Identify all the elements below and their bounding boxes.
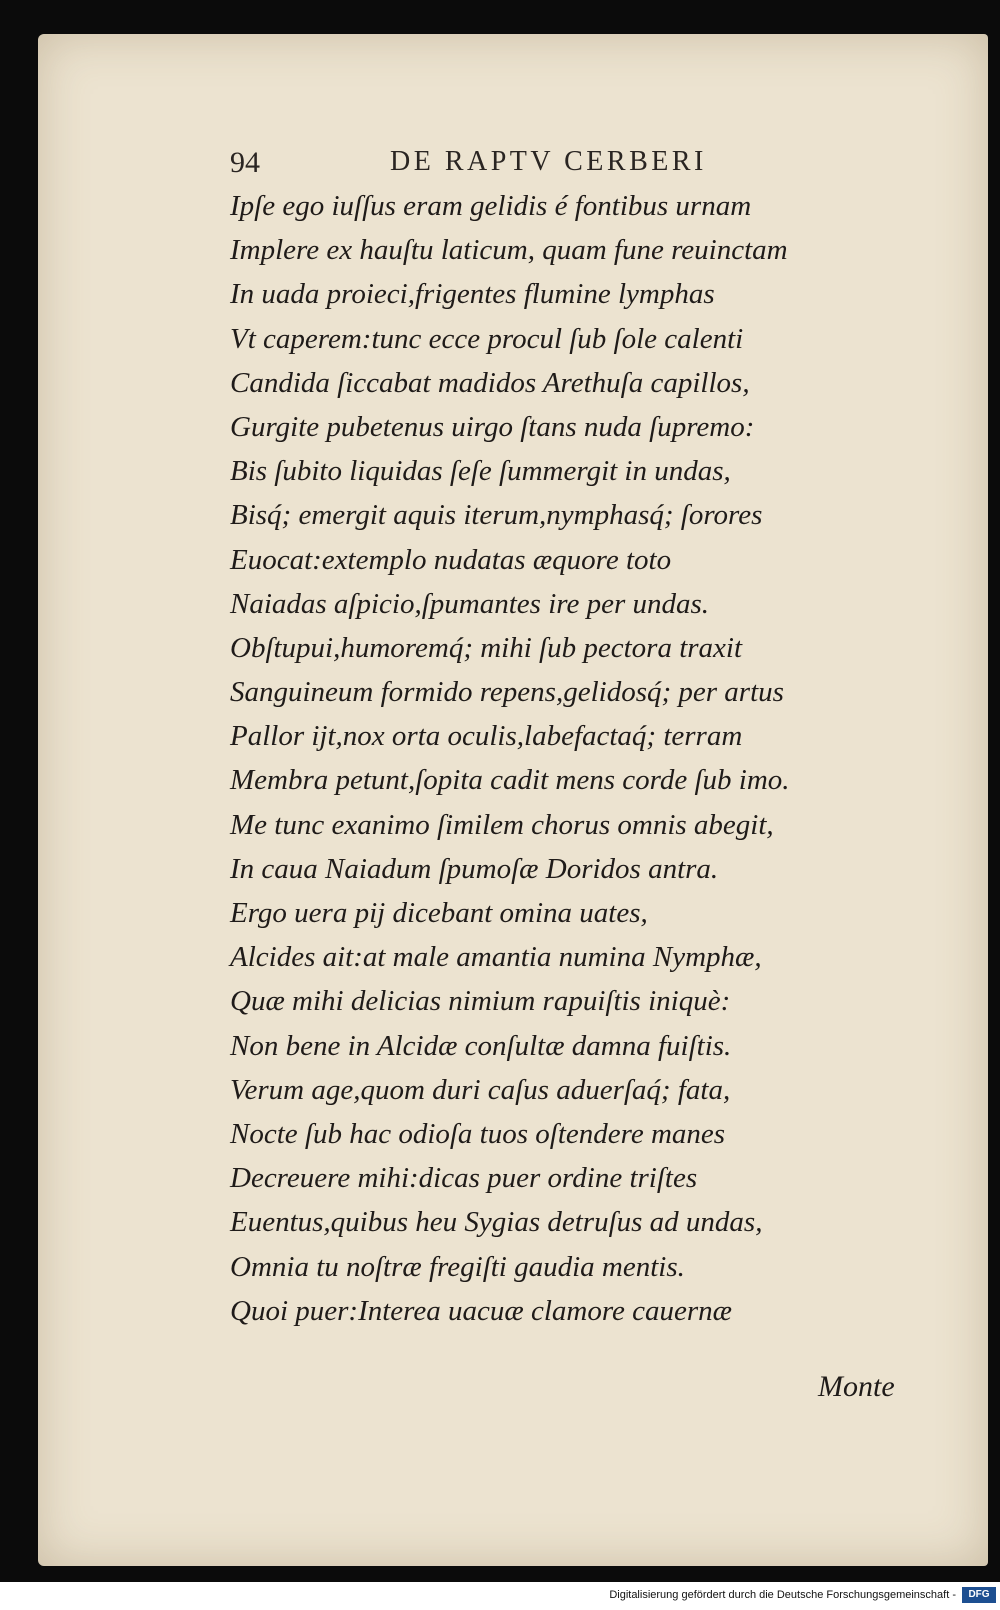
- catchword: Monte: [818, 1370, 895, 1403]
- verse-line: Quæ mihi delicias nimium rapuiſtis iniquè:: [230, 985, 731, 1018]
- verse-block: [230, 184, 870, 1333]
- verse-line: Ergo uera pij dicebant omina uates,: [230, 897, 648, 929]
- verse-line: Gurgite pubetenus uirgo ſtans nuda ſupremo:: [230, 410, 755, 443]
- footer-bar: [0, 1582, 1000, 1610]
- verse-line: In uada proieci,frigentes flumine lymphas: [230, 278, 715, 311]
- verse-line: Obſtupui,humoremq́; mihi ſub pectora traxit: [230, 631, 743, 664]
- page-header: [230, 146, 770, 188]
- verse-line: Alcides ait:at male amantia numina Nymphæ,: [230, 941, 762, 974]
- verse-line: Nocte ſub hac odioſa tuos oſtendere manes: [230, 1117, 726, 1150]
- verse-line: Membra petunt,ſopita cadit mens corde ſub imo.: [230, 764, 790, 797]
- page-number: 94: [230, 146, 260, 179]
- verse-line: Verum age,quom duri caſus aduerſaq́; fata,: [230, 1073, 731, 1106]
- verse-line: Bis ſubito liquidas ſeſe ſummergit in undas,: [230, 455, 731, 488]
- verse-line: Sanguineum formido repens,gelidosq́; per artus: [230, 676, 784, 709]
- verse-line: Quoi puer:Interea uacuæ clamore cauernæ: [230, 1294, 733, 1327]
- verse-line: Omnia tu noſtræ fregiſti gaudia mentis.: [230, 1250, 685, 1283]
- verse-line: Ipſe ego iuſſus eram gelidis é fontibus urnam: [230, 190, 752, 222]
- verse-line: Bisq́; emergit aquis iterum,nymphasq́; ſorores: [230, 499, 763, 532]
- running-head: DE RAPTV CERBERI: [390, 146, 707, 177]
- verse-line: Euentus,quibus heu Sygias detruſus ad undas,: [230, 1206, 763, 1239]
- verse-line: Implere ex hauſtu laticum, quam fune reuinctam: [230, 234, 788, 267]
- verse-line: Vt caperem:tunc ecce procul ſub ſole calenti: [230, 322, 744, 355]
- verse-line: Candida ſiccabat madidos Arethuſa capillos,: [230, 366, 750, 399]
- verse-line: Pallor ijt,nox orta oculis,labefactaq́; terram: [230, 720, 743, 753]
- verse-line: Non bene in Alcidæ conſultæ damna fuiſtis.: [230, 1029, 732, 1062]
- dfg-logo: DFG: [962, 1587, 996, 1603]
- verse-line: Naiadas aſpicio,ſpumantes ire per undas.: [230, 587, 710, 620]
- verse-line: Me tunc exanimo ſimilem chorus omnis abegit,: [230, 808, 774, 841]
- verse-line: In caua Naiadum ſpumoſæ Doridos antra.: [230, 852, 719, 885]
- footer-credit: Digitalisierung gefördert durch die Deutsche Forschungsgemeinschaft -: [609, 1589, 956, 1601]
- verse-line: Decreuere mihi:dicas puer ordine triſtes: [230, 1162, 698, 1195]
- verse-line: Euocat:extemplo nudatas æquore toto: [230, 543, 672, 576]
